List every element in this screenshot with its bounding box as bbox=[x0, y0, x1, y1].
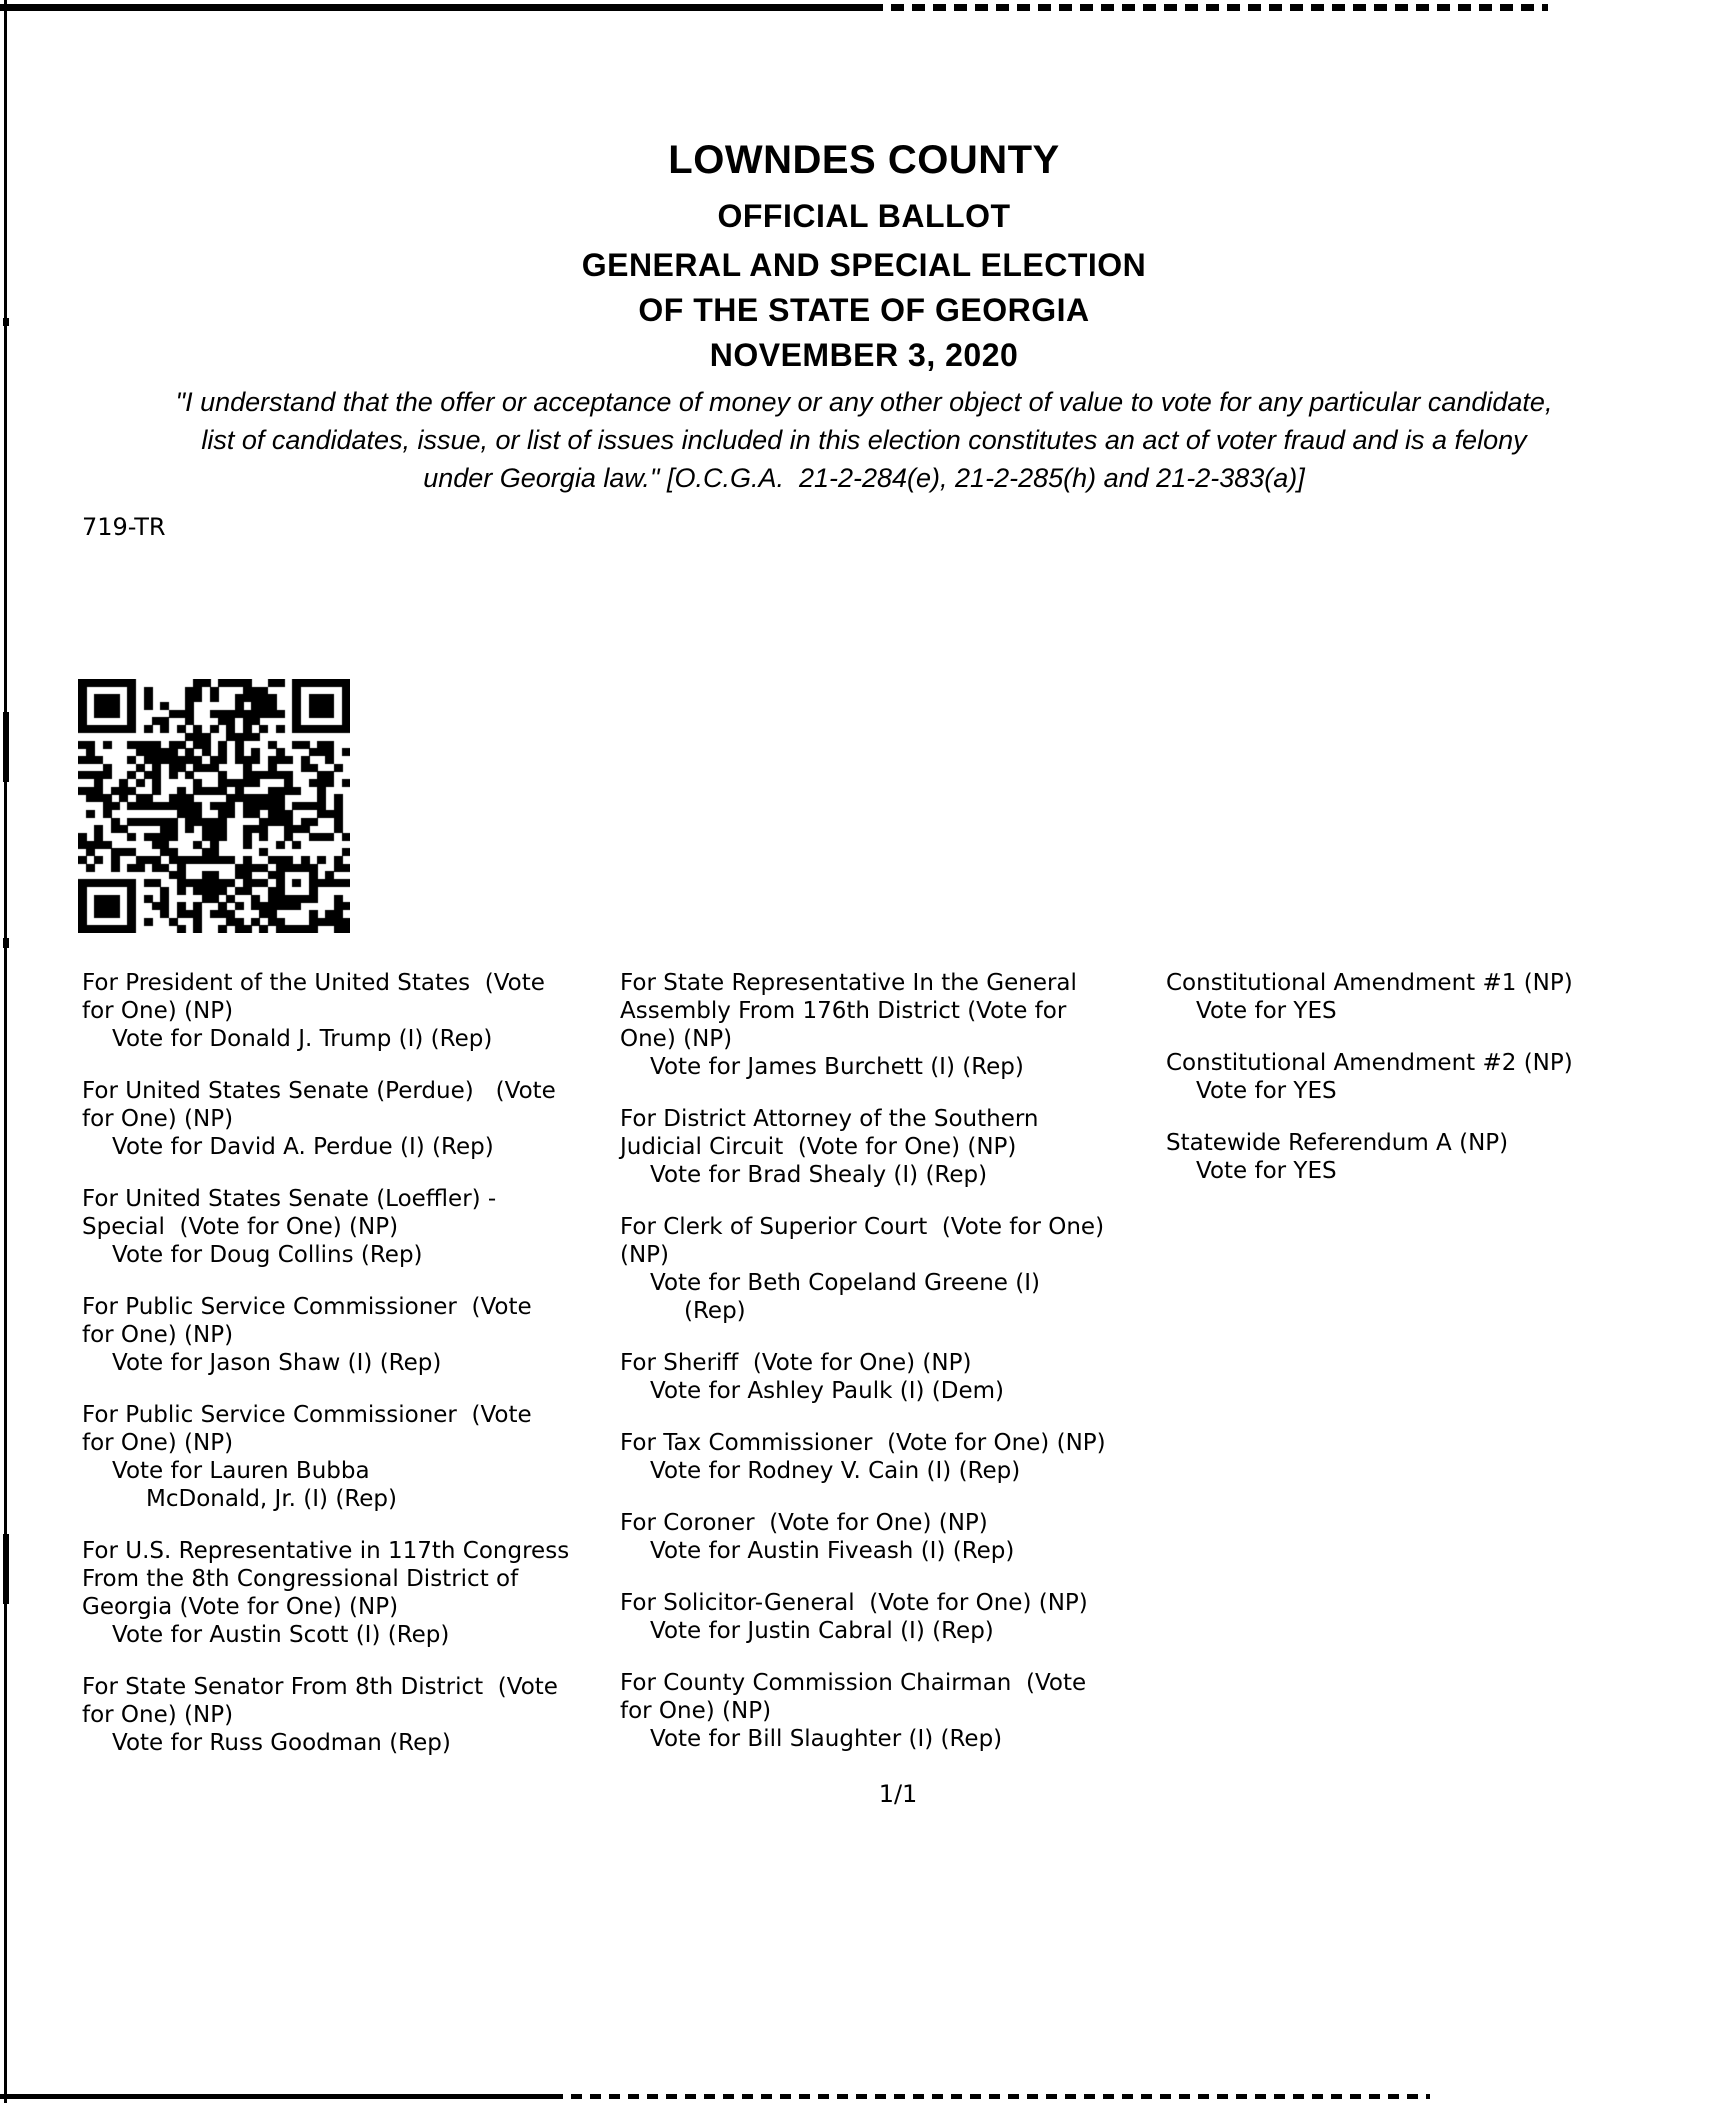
vote-selection-line: Vote for Russ Goodman (Rep) bbox=[112, 1730, 451, 1756]
precinct-code: 719-TR bbox=[82, 513, 166, 541]
contest-title-line: Judicial Circuit (Vote for One) (NP) bbox=[620, 1134, 1017, 1160]
election-title-line: GENERAL AND SPECIAL ELECTION bbox=[581, 247, 1147, 283]
contest-entry bbox=[1166, 1129, 1726, 1185]
ballot-column-right bbox=[1166, 969, 1726, 1209]
contest-title-line: One) (NP) bbox=[620, 1026, 733, 1052]
contest-title-line: Constitutional Amendment #2 (NP) bbox=[1166, 1050, 1573, 1076]
contest-title-line: For Clerk of Superior Court (Vote for One) bbox=[620, 1214, 1105, 1240]
vote-selection-line: McDonald, Jr. (I) (Rep) bbox=[146, 1486, 397, 1512]
fraud-warning bbox=[0, 383, 1728, 497]
top-edge-dashes bbox=[870, 4, 1548, 11]
top-edge-line bbox=[0, 4, 870, 11]
vote-selection-line: Vote for David A. Perdue (I) (Rep) bbox=[112, 1134, 494, 1160]
contest-title-line: For Public Service Commissioner (Vote bbox=[82, 1402, 532, 1428]
vote-selection-line: Vote for Ashley Paulk (I) (Dem) bbox=[650, 1378, 1004, 1404]
contest-entry bbox=[620, 1105, 1164, 1189]
contest-title-line: Constitutional Amendment #1 (NP) bbox=[1166, 970, 1573, 996]
vote-selection-line: Vote for Donald J. Trump (I) (Rep) bbox=[112, 1026, 493, 1052]
fraud-warning-line: list of candidates, issue, or list of issues included in this election constitutes an act of voter fraud and is a felony bbox=[201, 425, 1527, 455]
page-number: 1/1 bbox=[878, 1780, 918, 1808]
contest-title-line: For United States Senate (Loeffler) - bbox=[82, 1186, 497, 1212]
vote-selection-line: Vote for Beth Copeland Greene (I) bbox=[650, 1270, 1040, 1296]
contest-entry bbox=[82, 1537, 618, 1649]
contest-entry bbox=[620, 1669, 1164, 1753]
contest-title-line: Statewide Referendum A (NP) bbox=[1166, 1130, 1509, 1156]
contest-title-line: For United States Senate (Perdue) (Vote bbox=[82, 1078, 556, 1104]
contest-title-line: For State Senator From 8th District (Vote bbox=[82, 1674, 558, 1700]
vote-selection-line: Vote for YES bbox=[1196, 998, 1337, 1024]
bottom-edge-dashes bbox=[552, 2094, 1430, 2099]
contest-entry bbox=[620, 1589, 1164, 1645]
vote-selection-line: (Rep) bbox=[684, 1298, 746, 1324]
contest-entry bbox=[82, 969, 618, 1053]
fraud-warning-line: "I understand that the offer or acceptance of money or any other object of value to vote for any particular candidate, bbox=[175, 387, 1553, 417]
vote-selection-line: Vote for Austin Fiveash (I) (Rep) bbox=[650, 1538, 1015, 1564]
vote-selection-line: Vote for Rodney V. Cain (I) (Rep) bbox=[650, 1458, 1021, 1484]
contest-title-line: (NP) bbox=[620, 1242, 670, 1268]
vote-selection-line: Vote for Brad Shealy (I) (Rep) bbox=[650, 1162, 988, 1188]
contest-title-line: For President of the United States (Vote bbox=[82, 970, 545, 996]
ballot-title: OFFICIAL BALLOT bbox=[717, 198, 1011, 234]
contest-entry bbox=[620, 1429, 1164, 1485]
contest-entry bbox=[1166, 1049, 1726, 1105]
vote-selection-line: Vote for Doug Collins (Rep) bbox=[112, 1242, 423, 1268]
contest-title-line: for One) (NP) bbox=[82, 1430, 234, 1456]
ballot-column-left bbox=[82, 969, 618, 1781]
contest-title-line: For District Attorney of the Southern bbox=[620, 1106, 1039, 1132]
contest-title-line: For Solicitor-General (Vote for One) (NP) bbox=[620, 1590, 1088, 1616]
contest-entry bbox=[82, 1185, 618, 1269]
contest-entry bbox=[1166, 969, 1726, 1025]
contest-title-line: for One) (NP) bbox=[82, 1702, 234, 1728]
contest-title-line: For Coroner (Vote for One) (NP) bbox=[620, 1510, 988, 1536]
contest-title-line: Georgia (Vote for One) (NP) bbox=[82, 1594, 399, 1620]
county-name: LOWNDES COUNTY bbox=[668, 138, 1060, 182]
qr-code bbox=[78, 679, 350, 933]
vote-selection-line: Vote for James Burchett (I) (Rep) bbox=[650, 1054, 1024, 1080]
contest-title-line: for One) (NP) bbox=[82, 1322, 234, 1348]
fraud-warning-line: under Georgia law." [O.C.G.A. 21-2-284(e), 21-2-285(h) and 21-2-383(a)] bbox=[423, 463, 1305, 493]
contest-title-line: Assembly From 176th District (Vote for bbox=[620, 998, 1067, 1024]
election-title-line: OF THE STATE OF GEORGIA bbox=[638, 292, 1090, 328]
vote-selection-line: Vote for Lauren Bubba bbox=[112, 1458, 370, 1484]
vote-selection-line: Vote for YES bbox=[1196, 1078, 1337, 1104]
contest-entry bbox=[82, 1077, 618, 1161]
contest-title-line: For Sheriff (Vote for One) (NP) bbox=[620, 1350, 972, 1376]
bottom-edge-line bbox=[0, 2094, 552, 2099]
vote-selection-line: Vote for Justin Cabral (I) (Rep) bbox=[650, 1618, 994, 1644]
election-title-line: NOVEMBER 3, 2020 bbox=[709, 337, 1019, 373]
contest-entry bbox=[82, 1673, 618, 1757]
contest-entry bbox=[620, 1213, 1164, 1325]
contest-entry bbox=[620, 1509, 1164, 1565]
vote-selection-line: Vote for Bill Slaughter (I) (Rep) bbox=[650, 1726, 1003, 1752]
contest-title-line: For Tax Commissioner (Vote for One) (NP) bbox=[620, 1430, 1106, 1456]
contest-title-line: For State Representative In the General bbox=[620, 970, 1077, 996]
contest-title-line: For Public Service Commissioner (Vote bbox=[82, 1294, 532, 1320]
contest-title-line: From the 8th Congressional District of bbox=[82, 1566, 519, 1592]
contest-entry bbox=[620, 969, 1164, 1081]
contest-title-line: For County Commission Chairman (Vote bbox=[620, 1670, 1087, 1696]
registration-mark bbox=[3, 938, 9, 948]
contest-title-line: Special (Vote for One) (NP) bbox=[82, 1214, 399, 1240]
registration-mark bbox=[3, 712, 9, 782]
contest-entry bbox=[620, 1349, 1164, 1405]
election-title bbox=[0, 243, 1728, 378]
vote-selection-line: Vote for Jason Shaw (I) (Rep) bbox=[112, 1350, 442, 1376]
contest-title-line: For U.S. Representative in 117th Congress bbox=[82, 1538, 570, 1564]
contest-title-line: for One) (NP) bbox=[82, 1106, 234, 1132]
vote-selection-line: Vote for Austin Scott (I) (Rep) bbox=[112, 1622, 450, 1648]
contest-title-line: for One) (NP) bbox=[82, 998, 234, 1024]
registration-mark bbox=[3, 1534, 9, 1604]
contest-title-line: for One) (NP) bbox=[620, 1698, 772, 1724]
contest-entry bbox=[82, 1293, 618, 1377]
vote-selection-line: Vote for YES bbox=[1196, 1158, 1337, 1184]
ballot-column-middle bbox=[620, 969, 1164, 1777]
contest-entry bbox=[82, 1401, 618, 1513]
